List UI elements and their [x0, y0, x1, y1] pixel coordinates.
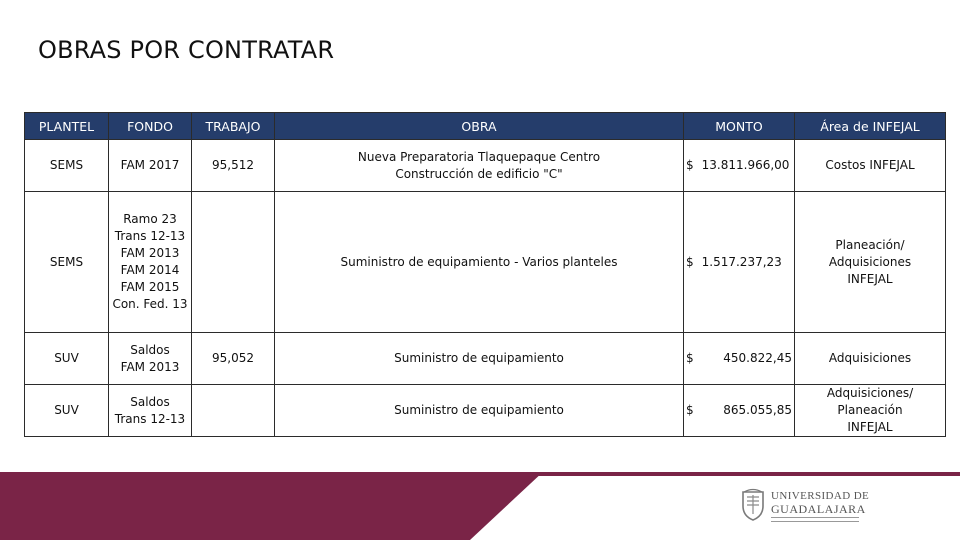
cell-obra: Suministro de equipamiento	[275, 333, 684, 385]
cell-plantel: SUV	[25, 385, 109, 437]
cell-plantel: SEMS	[25, 140, 109, 192]
column-header-area: Área de INFEJAL	[795, 113, 946, 140]
cell-trabajo: 95,052	[192, 333, 275, 385]
table-row	[25, 333, 946, 385]
table-row	[25, 385, 946, 437]
cell-obra: Suministro de equipamiento	[275, 385, 684, 437]
column-header-monto: MONTO	[684, 113, 795, 140]
cell-fondo: FAM 2017	[109, 140, 192, 192]
cell-area: Adquisiciones/ Planeación INFEJAL	[795, 385, 946, 437]
amount-container	[686, 402, 792, 419]
column-header-trabajo: TRABAJO	[192, 113, 275, 140]
table-row	[25, 140, 946, 192]
currency-symbol: $	[686, 351, 694, 365]
cell-monto	[684, 333, 795, 385]
cell-plantel: SUV	[25, 333, 109, 385]
cell-trabajo	[192, 192, 275, 333]
amount-container	[686, 157, 792, 174]
cell-fondo: Saldos Trans 12-13	[109, 385, 192, 437]
cell-monto	[684, 140, 795, 192]
amount-container	[686, 254, 792, 271]
footer-brand-panel	[470, 476, 960, 540]
amount-container	[686, 350, 792, 367]
cell-fondo: Saldos FAM 2013	[109, 333, 192, 385]
cell-fondo: Ramo 23 Trans 12-13 FAM 2013 FAM 2014 FAM 2015 Con. Fed. 13	[109, 192, 192, 333]
column-header-obra: OBRA	[275, 113, 684, 140]
university-logo	[741, 486, 870, 526]
logo-text-line-1: UNIVERSIDAD DE	[771, 490, 870, 502]
amount-value: 865.055,85	[723, 403, 792, 417]
table-header-row	[25, 113, 946, 140]
cell-area: Costos INFEJAL	[795, 140, 946, 192]
page-title: OBRAS POR CONTRATAR	[38, 36, 335, 64]
currency-symbol: $	[686, 158, 694, 172]
column-header-plantel: PLANTEL	[25, 113, 109, 140]
logo-text-line-2: GUADALAJARA	[771, 502, 866, 516]
cell-obra: Suministro de equipamiento - Varios planteles	[275, 192, 684, 333]
amount-value: 13.811.966,00	[701, 158, 790, 172]
amount-value: 1.517.237,23	[701, 254, 782, 269]
logo-divider	[771, 517, 859, 522]
cell-area: Adquisiciones	[795, 333, 946, 385]
currency-symbol: $	[686, 254, 694, 269]
works-table	[24, 112, 946, 437]
amount-value: 450.822,45	[723, 351, 792, 365]
currency-symbol: $	[686, 403, 694, 417]
cell-monto	[684, 385, 795, 437]
column-header-fondo: FONDO	[109, 113, 192, 140]
cell-trabajo	[192, 385, 275, 437]
cell-monto	[684, 192, 795, 333]
cell-obra: Nueva Preparatoria Tlaquepaque Centro Construcción de edificio "C"	[275, 140, 684, 192]
cell-trabajo: 95,512	[192, 140, 275, 192]
cell-plantel: SEMS	[25, 192, 109, 333]
table-row	[25, 192, 946, 333]
cell-area: Planeación/ Adquisiciones INFEJAL	[795, 192, 946, 333]
university-shield-icon	[741, 488, 765, 522]
